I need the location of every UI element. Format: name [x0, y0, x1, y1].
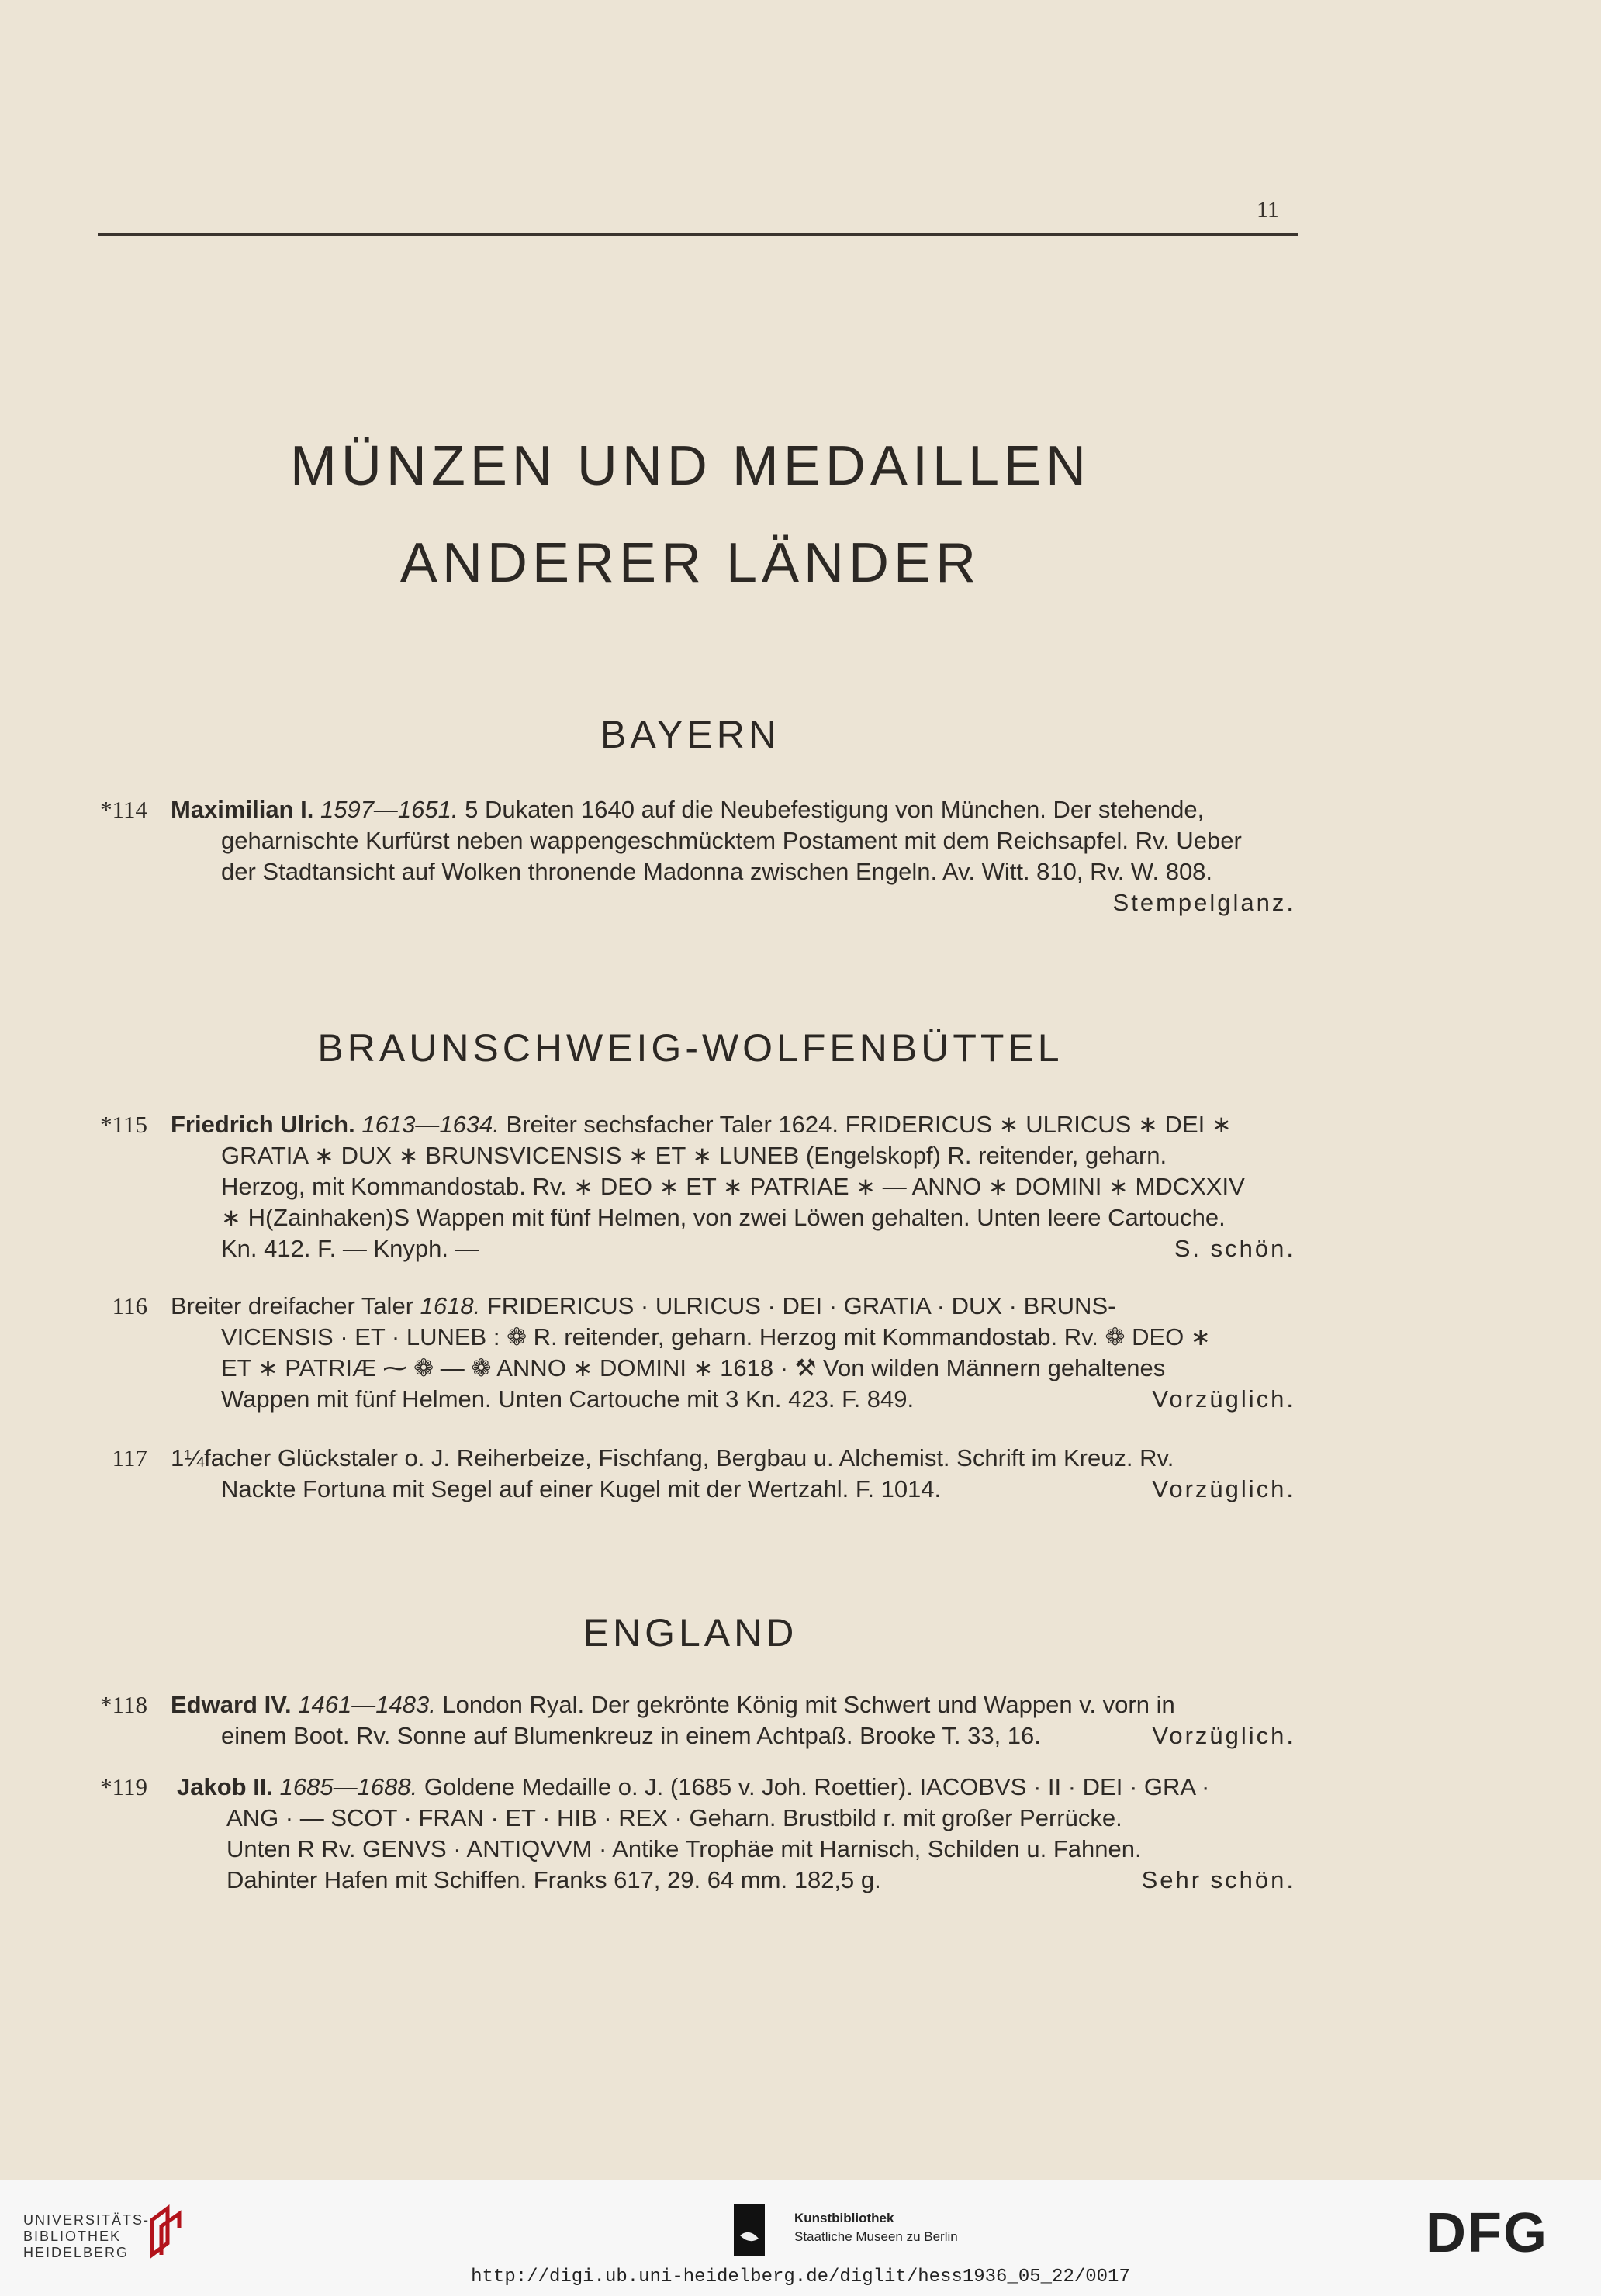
- ruler-name: Jakob II.: [177, 1773, 274, 1800]
- condition-rating: Vorzüglich.: [1152, 1722, 1295, 1749]
- entry-line: Jakob II. 1685—1688. Goldene Medaille o. J. (1685 v. Joh. Roettier). IACOBVS · II · DEI · GRA ·: [177, 1773, 1210, 1800]
- catalog-entry-114: [54, 794, 1295, 926]
- entry-line: Friedrich Ulrich. 1613—1634. Breiter sechsfacher Taler 1624. FRIDERICUS ∗ ULRICUS ∗ DEI ∗: [171, 1111, 1232, 1138]
- catalog-entry-115: [54, 1109, 1295, 1272]
- condition-rating: Stempelglanz.: [1112, 889, 1295, 916]
- entry-line: Kn. 412. F. — Knyph. —: [221, 1235, 479, 1262]
- ruler-dates: 1461—1483.: [298, 1691, 436, 1718]
- entry-line: Dahinter Hafen mit Schiffen. Franks 617, 29. 64 mm. 182,5 g.: [226, 1866, 881, 1893]
- ruler-name: Edward IV.: [171, 1691, 292, 1718]
- main-title-line-2: ANDERER LÄNDER: [399, 532, 981, 594]
- ruler-name: Maximilian I.: [171, 796, 314, 823]
- coin-date: 1618.: [420, 1292, 481, 1319]
- catalog-entry-118: [54, 1689, 1295, 1759]
- entry-line: ANG · — SCOT · FRAN · ET · HIB · REX · Geharn. Brustbild r. mit großer Perrücke.: [226, 1804, 1122, 1831]
- entry-number: *118: [100, 1691, 147, 1718]
- ruler-name: Friedrich Ulrich.: [171, 1111, 355, 1138]
- entry-line: der Stadtansicht auf Wolken thronende Madonna zwischen Engeln. Av. Witt. 810, Rv. W. 808.: [221, 858, 1213, 885]
- condition-rating: Sehr schön.: [1141, 1866, 1295, 1893]
- section-heading-braunschweig: BRAUNSCHWEIG-WOLFENBÜTTEL: [317, 1026, 1063, 1070]
- catalog-entry-119: [54, 1772, 1295, 1904]
- condition-rating: S. schön.: [1174, 1235, 1295, 1262]
- entry-line: Breiter dreifacher Taler 1618. FRIDERICUS · ULRICUS · DEI · GRATIA · DUX · BRUNS-: [171, 1292, 1116, 1319]
- ruler-dates: 1613—1634.: [361, 1111, 500, 1138]
- dfg-logo[interactable]: DFG: [1426, 2202, 1548, 2264]
- entry-line: Unten R Rv. GENVS · ANTIQVVM · Antike Trophäe mit Harnisch, Schilden u. Fahnen.: [226, 1835, 1142, 1862]
- entry-line: Edward IV. 1461—1483. London Ryal. Der gekrönte König mit Schwert und Wappen v. vorn in: [171, 1691, 1175, 1718]
- kunstbibliothek-logo-icon[interactable]: [734, 2204, 765, 2256]
- entry-line: ∗ H(Zainhaken)S Wappen mit fünf Helmen, von zwei Löwen gehalten. Unten leere Cartouche.: [221, 1204, 1226, 1231]
- catalog-entry-116: [54, 1291, 1295, 1423]
- entry-line: Wappen mit fünf Helmen. Unten Cartouche mit 3 Kn. 423. F. 849.: [221, 1385, 915, 1413]
- catalog-entry-117: [54, 1443, 1295, 1513]
- entry-line: einem Boot. Rv. Sonne auf Blumenkreuz in einem Achtpaß. Brooke T. 33, 16.: [221, 1722, 1041, 1749]
- page-url[interactable]: http://digi.ub.uni-heidelberg.de/diglit/hess1936_05_22/0017: [471, 2267, 1130, 2287]
- ub-heidelberg-logo-icon[interactable]: [144, 2204, 191, 2259]
- entry-line: ET ∗ PATRIÆ ⁓ ❁ — ❁ ANNO ∗ DOMINI ∗ 1618 · ⚒ Von wilden Männern gehaltenes: [221, 1354, 1166, 1381]
- ub-heidelberg-label[interactable]: UNIVERSITÄTS- BIBLIOTHEK HEIDELBERG: [23, 2212, 150, 2260]
- entry-number: 116: [112, 1292, 147, 1319]
- ruler-dates: 1685—1688.: [279, 1773, 418, 1800]
- kunstbibliothek-label[interactable]: Kunstbibliothek Staatliche Museen zu Berlin: [794, 2211, 958, 2244]
- entry-line: Maximilian I. 1597—1651. 5 Dukaten 1640 auf die Neubefestigung von München. Der stehende,: [171, 796, 1205, 823]
- entry-line: geharnischte Kurfürst neben wappengeschmücktem Postament mit dem Reichsapfel. Rv. Ueber: [221, 827, 1242, 854]
- entry-number: *114: [100, 796, 147, 823]
- entry-number: *119: [100, 1773, 147, 1800]
- main-title-line-1: MÜNZEN UND MEDAILLEN: [289, 435, 1091, 497]
- ruler-dates: 1597—1651.: [320, 796, 458, 823]
- header-rule: [98, 233, 1298, 236]
- entry-line: 1¼facher Glückstaler o. J. Reiherbeize, Fischfang, Bergbau u. Alchemist. Schrift im Kreuz. Rv.: [171, 1444, 1174, 1471]
- entry-number: *115: [100, 1111, 147, 1138]
- condition-rating: Vorzüglich.: [1152, 1475, 1295, 1502]
- entry-line: GRATIA ∗ DUX ∗ BRUNSVICENSIS ∗ ET ∗ LUNEB (Engelskopf) R. reitender, geharn.: [221, 1142, 1167, 1169]
- entry-line: Nackte Fortuna mit Segel auf einer Kugel mit der Wertzahl. F. 1014.: [221, 1475, 942, 1502]
- page-number: 11: [1257, 197, 1279, 223]
- entry-line: VICENSIS · ET · LUNEB : ❁ R. reitender, geharn. Herzog mit Kommandostab. Rv. ❁ DEO ∗: [221, 1323, 1211, 1350]
- entry-line: Herzog, mit Kommandostab. Rv. ∗ DEO ∗ ET ∗ PATRIAE ∗ — ANNO ∗ DOMINI ∗ MDCXXIV: [221, 1173, 1245, 1200]
- entry-number: 117: [112, 1444, 147, 1471]
- section-heading-england: ENGLAND: [583, 1611, 798, 1655]
- condition-rating: Vorzüglich.: [1152, 1385, 1295, 1413]
- section-heading-bayern: BAYERN: [600, 713, 780, 756]
